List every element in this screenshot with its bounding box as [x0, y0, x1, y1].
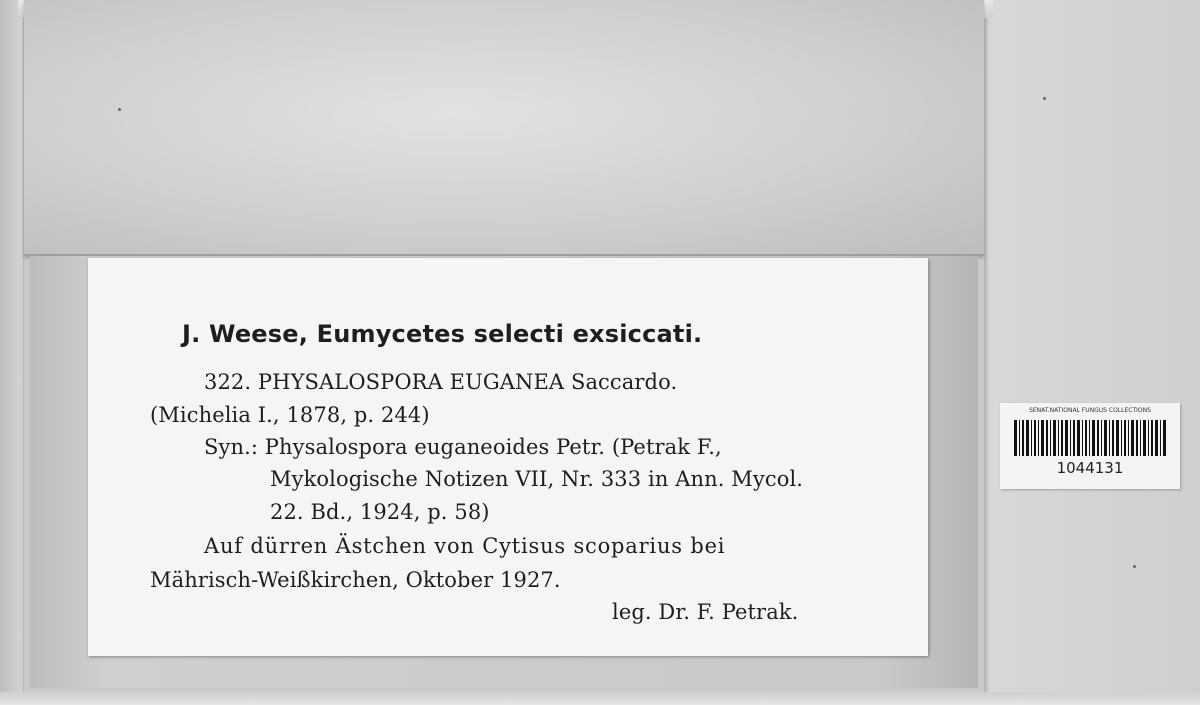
- label-title: J. Weese, Eumycetes selecti exsiccati.: [182, 320, 703, 348]
- envelope-flap: [24, 0, 984, 256]
- label-synonym-ref-line-1: Mykologische Notizen VII, Nr. 333 in Ann. Mycol.: [270, 467, 804, 491]
- label-collector-line: leg. Dr. F. Petrak.: [612, 600, 799, 624]
- exsiccata-label: [88, 258, 928, 656]
- speck-mark: [1133, 565, 1136, 568]
- label-reference-line: (Michelia I., 1878, p. 244): [150, 403, 430, 427]
- sheet-left-edge: [0, 0, 20, 705]
- label-habitat-line-1: Auf dürren Ästchen von Cytisus scoparius bei: [204, 534, 726, 558]
- sheet-bottom-edge: [0, 692, 1200, 705]
- barcode-tag: [1000, 403, 1180, 489]
- label-synonym-line: Syn.: Physalospora euganeoides Petr. (Petrak F.,: [204, 435, 722, 459]
- barcode-number: 1044131: [1056, 459, 1124, 477]
- barcode-caption: SENAT.NATIONAL FUNGUS COLLECTIONS: [1029, 407, 1151, 414]
- label-species-line: 322. PHYSALOSPORA EUGANEA Saccardo.: [204, 370, 678, 394]
- label-habitat-line-2: Mährisch-Weißkirchen, Oktober 1927.: [150, 568, 561, 592]
- label-synonym-ref-line-2: 22. Bd., 1924, p. 58): [270, 500, 490, 524]
- barcode-bars: [1014, 420, 1166, 456]
- speck-mark: [1043, 97, 1046, 100]
- speck-mark: [118, 108, 121, 111]
